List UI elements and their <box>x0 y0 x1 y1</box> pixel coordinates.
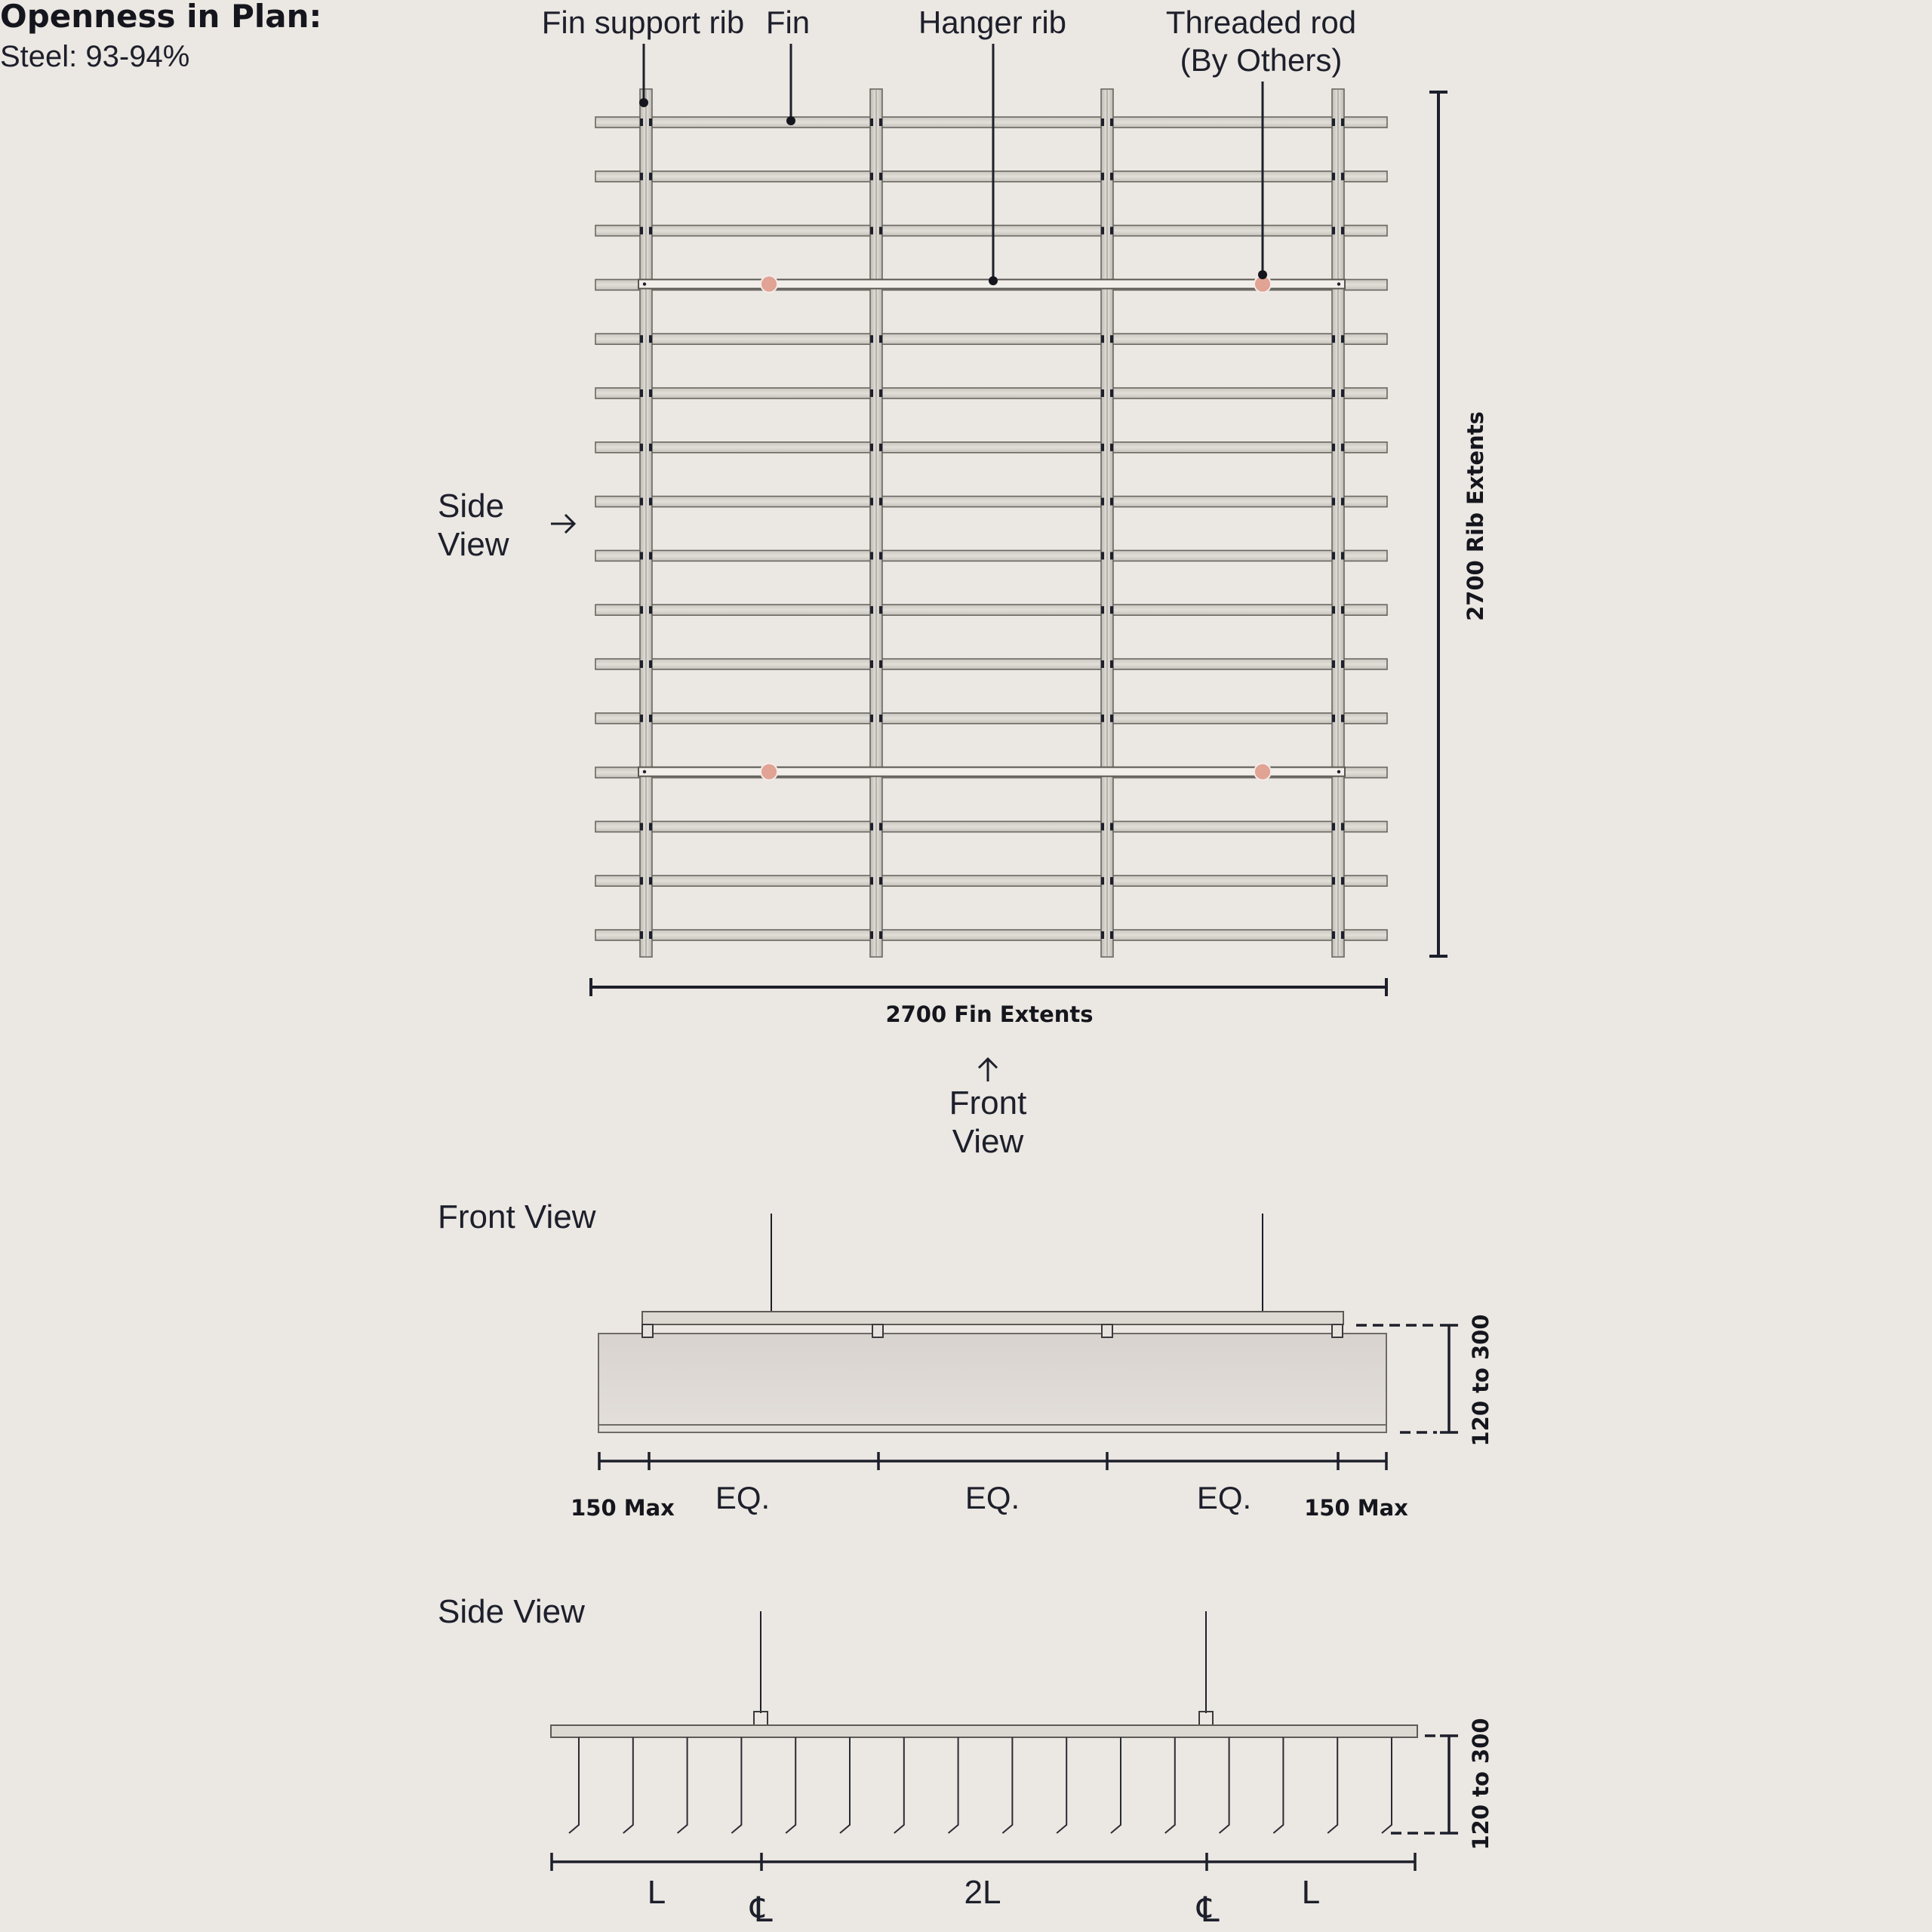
fin-clip <box>879 389 882 397</box>
fin-clip <box>1341 877 1344 884</box>
fin-clip <box>870 498 873 506</box>
fin-clip <box>649 227 652 235</box>
front-rib-bracket <box>642 1324 653 1337</box>
fin-clip <box>649 715 652 722</box>
side-fin-profile <box>623 1737 633 1833</box>
fin-clip <box>649 877 652 884</box>
front-dim-eq: EQ. <box>964 1480 1020 1515</box>
fin-clip <box>1110 498 1113 506</box>
fin-clip <box>1101 389 1104 397</box>
fin-clip <box>879 931 882 939</box>
fin-clip <box>870 444 873 451</box>
fin-clip <box>879 118 882 126</box>
dim-fin-extents <box>591 978 1386 996</box>
fin <box>595 497 1387 507</box>
fin-clip <box>1101 606 1104 614</box>
fin-clip <box>640 335 643 343</box>
fin-clip <box>879 823 882 830</box>
fin-clip <box>1101 227 1104 235</box>
callout-threaded-rod-line1: Threaded rod <box>1165 5 1357 40</box>
side-fin-profile <box>949 1737 958 1833</box>
fin-clip <box>870 931 873 939</box>
leader-dot-fin <box>786 116 795 125</box>
plan-fins <box>595 117 1387 940</box>
side-fin-profile <box>1165 1737 1175 1833</box>
fin-clip <box>1341 389 1344 397</box>
fin <box>595 875 1387 886</box>
fin <box>595 713 1387 724</box>
fin-clip <box>870 118 873 126</box>
centerline-symbol: ℄ <box>1197 1890 1220 1929</box>
fin-clip <box>640 227 643 235</box>
dim-fin-extents-label: 2700 Fin Extents <box>885 1001 1094 1027</box>
fin-clip <box>1101 715 1104 722</box>
side-dim-2l: 2L <box>964 1874 1001 1911</box>
fin-clip <box>1332 444 1335 451</box>
fin-clip <box>1332 606 1335 614</box>
fin-clip <box>640 389 643 397</box>
fin-clip <box>640 444 643 451</box>
fin-clip <box>1110 606 1113 614</box>
fin-clip <box>1332 335 1335 343</box>
front-view-title: Front View <box>438 1198 596 1235</box>
fin-clip <box>1341 715 1344 722</box>
fin-clip <box>1341 118 1344 126</box>
fin-clip <box>870 389 873 397</box>
page-title: Openness in Plan: <box>0 0 322 35</box>
fin-clip <box>1332 877 1335 884</box>
fin-clip <box>1341 227 1344 235</box>
fin-clip <box>1332 389 1335 397</box>
fin-clip <box>640 118 643 126</box>
leader-dot-threaded-rod <box>1258 270 1267 279</box>
fin-clip <box>640 552 643 559</box>
fin-clip <box>640 715 643 722</box>
fin-clip <box>1101 498 1104 506</box>
fin <box>595 821 1387 832</box>
leader-dot-fin-support-rib <box>639 98 648 107</box>
fin-clip <box>1101 931 1104 939</box>
fin-clip <box>1332 118 1335 126</box>
fin-clip <box>879 335 882 343</box>
hanger-rib-fastener <box>1337 282 1340 285</box>
fin-clip <box>1332 660 1335 668</box>
fin-clip <box>879 606 882 614</box>
fin-clip <box>1110 173 1113 180</box>
hanger-rib-fastener <box>643 770 646 773</box>
fin-clip <box>1101 335 1104 343</box>
side-view <box>438 1593 1494 1929</box>
side-fin-profile <box>569 1737 579 1833</box>
fin-clip <box>1101 660 1104 668</box>
plan-hanger-ribs <box>638 275 1345 780</box>
fin-clip <box>1110 118 1113 126</box>
fin <box>595 117 1387 128</box>
side-fin-profiles <box>569 1737 1392 1833</box>
fin-clip <box>1110 335 1113 343</box>
fin-clip <box>1341 823 1344 830</box>
side-view-arrow-icon <box>551 515 574 533</box>
fin-clip <box>1101 877 1104 884</box>
fin-clip <box>879 227 882 235</box>
dim-rib-extents <box>1429 92 1447 956</box>
fin-clip <box>1341 335 1344 343</box>
front-view <box>438 1198 1494 1521</box>
front-dim-end-left: 150 Max <box>571 1495 675 1521</box>
front-rib-bracket <box>1102 1324 1112 1337</box>
front-dim-chain <box>599 1452 1386 1470</box>
threaded-rod-marker <box>761 764 777 780</box>
side-view-marker-line1: Side <box>438 488 505 525</box>
fin-clip <box>1110 227 1113 235</box>
hanger-rib <box>638 768 1345 777</box>
header <box>0 0 321 73</box>
fin-clip <box>649 335 652 343</box>
fin-clip <box>649 389 652 397</box>
side-rod-clip <box>1199 1712 1213 1725</box>
fin-clip <box>1110 389 1113 397</box>
fin-clip <box>1110 877 1113 884</box>
front-view-marker-line2: View <box>952 1123 1024 1160</box>
fin-clip <box>640 823 643 830</box>
fin-clip <box>649 552 652 559</box>
fin-clip <box>649 823 652 830</box>
side-view-title: Side View <box>438 1593 585 1630</box>
fin <box>595 226 1387 236</box>
fin-clip <box>649 660 652 668</box>
side-dim-l-left: L <box>647 1874 666 1911</box>
side-fin-profile <box>894 1737 904 1833</box>
fin-clip <box>870 823 873 830</box>
front-view-arrow-icon <box>979 1059 997 1081</box>
fin-clip <box>879 173 882 180</box>
fin-clip <box>640 931 643 939</box>
fin-clip <box>879 498 882 506</box>
fin-clip <box>649 931 652 939</box>
fin-clip <box>1110 444 1113 451</box>
fin-clip <box>640 660 643 668</box>
hanger-rib-fastener <box>1337 770 1340 773</box>
side-view-rods <box>761 1611 1206 1713</box>
front-dim-end-right: 150 Max <box>1304 1495 1408 1521</box>
fin-clip <box>649 444 652 451</box>
plan-view <box>438 5 1488 1160</box>
threaded-rod-marker <box>1254 764 1271 780</box>
fin-clip <box>640 498 643 506</box>
front-dim-height-label: 120 to 300 <box>1468 1314 1494 1447</box>
fin-clip <box>1110 660 1113 668</box>
front-view-rods <box>771 1214 1263 1311</box>
fin-clip <box>1332 173 1335 180</box>
fin-clip <box>870 715 873 722</box>
fin-clip <box>640 606 643 614</box>
fin-clip <box>1341 173 1344 180</box>
side-fin-profile <box>1220 1737 1229 1833</box>
fin-clip <box>1110 823 1113 830</box>
fin-clip <box>1101 552 1104 559</box>
fin-clip <box>1332 823 1335 830</box>
fin <box>595 388 1387 398</box>
fin-clip <box>640 173 643 180</box>
side-view-marker-line2: View <box>438 526 509 563</box>
side-fin-profile <box>1327 1737 1337 1833</box>
dim-rib-extents-label: 2700 Rib Extents <box>1463 411 1488 621</box>
side-support-rib <box>551 1725 1417 1737</box>
front-fin-panel <box>598 1334 1386 1432</box>
side-dim-l-right: L <box>1301 1874 1321 1911</box>
callout-threaded-rod-line2: (By Others) <box>1180 42 1343 78</box>
fin-clip <box>1341 498 1344 506</box>
side-rod-clip <box>754 1712 768 1725</box>
fin-clip <box>649 498 652 506</box>
fin-clip <box>870 552 873 559</box>
side-fin-profile <box>1111 1737 1121 1833</box>
fin-clip <box>870 660 873 668</box>
fin <box>595 171 1387 182</box>
front-rib-bracket <box>1332 1324 1343 1337</box>
front-hanger-rib <box>642 1312 1343 1324</box>
fin-clip <box>870 227 873 235</box>
side-fin-profile <box>840 1737 850 1833</box>
hanger-rib-fastener <box>643 282 646 285</box>
fin-clip <box>1332 552 1335 559</box>
front-dim-eq: EQ. <box>1196 1480 1252 1515</box>
fin-clip <box>1332 931 1335 939</box>
front-view-marker-line1: Front <box>949 1084 1027 1121</box>
side-dim-chain <box>552 1853 1415 1871</box>
fin-clip <box>1110 715 1113 722</box>
leader-dot-hanger-rib <box>989 276 998 285</box>
fin <box>595 930 1387 940</box>
fin-clip <box>1341 552 1344 559</box>
fin-clip <box>640 877 643 884</box>
fin-clip <box>1110 552 1113 559</box>
fin-clip <box>1101 823 1104 830</box>
steel-openness-value: Steel: 93-94% <box>0 40 190 73</box>
fin-clip <box>649 118 652 126</box>
fin-clip <box>1332 498 1335 506</box>
side-rod-clips <box>754 1712 1213 1725</box>
fin-clip <box>879 552 882 559</box>
fin-clip <box>1341 444 1344 451</box>
fin-clip <box>879 660 882 668</box>
side-fin-profile <box>731 1737 741 1833</box>
fin-clip <box>1332 715 1335 722</box>
front-dim-eq: EQ. <box>715 1480 771 1515</box>
side-dim-height <box>1391 1736 1458 1833</box>
fin-clip <box>1341 606 1344 614</box>
fin-clip <box>1101 118 1104 126</box>
callout-fin: Fin <box>765 5 811 40</box>
centerline-symbol: ℄ <box>750 1890 773 1929</box>
fin-clip <box>1101 173 1104 180</box>
fin <box>595 334 1387 344</box>
side-fin-profile <box>1057 1737 1066 1833</box>
side-fin-profile <box>678 1737 688 1833</box>
fin-clip <box>1341 931 1344 939</box>
callout-hanger-rib: Hanger rib <box>918 5 1067 40</box>
fin-clip <box>870 335 873 343</box>
fin-clip <box>649 606 652 614</box>
side-fin-profile <box>1382 1737 1392 1833</box>
fin-clip <box>1341 660 1344 668</box>
threaded-rod-marker <box>761 275 777 292</box>
callout-fin-support-rib: Fin support rib <box>541 5 745 40</box>
fin <box>595 550 1387 561</box>
fin-clip <box>870 877 873 884</box>
front-rib-bracket <box>872 1324 883 1337</box>
side-fin-profile <box>1273 1737 1283 1833</box>
fin-clip <box>879 877 882 884</box>
side-fin-profile <box>786 1737 795 1833</box>
fin-clip <box>1332 227 1335 235</box>
fin-clip <box>1101 444 1104 451</box>
fin <box>595 442 1387 453</box>
fin-clip <box>649 173 652 180</box>
fin-clip <box>870 173 873 180</box>
fin-clip <box>870 606 873 614</box>
side-fin-profile <box>1002 1737 1012 1833</box>
fin-clip <box>879 715 882 722</box>
fin-clip <box>1110 931 1113 939</box>
side-dim-height-label: 120 to 300 <box>1468 1718 1494 1850</box>
fin <box>595 605 1387 615</box>
fin <box>595 659 1387 669</box>
fin-clip <box>879 444 882 451</box>
callout-leaders <box>644 44 1263 281</box>
